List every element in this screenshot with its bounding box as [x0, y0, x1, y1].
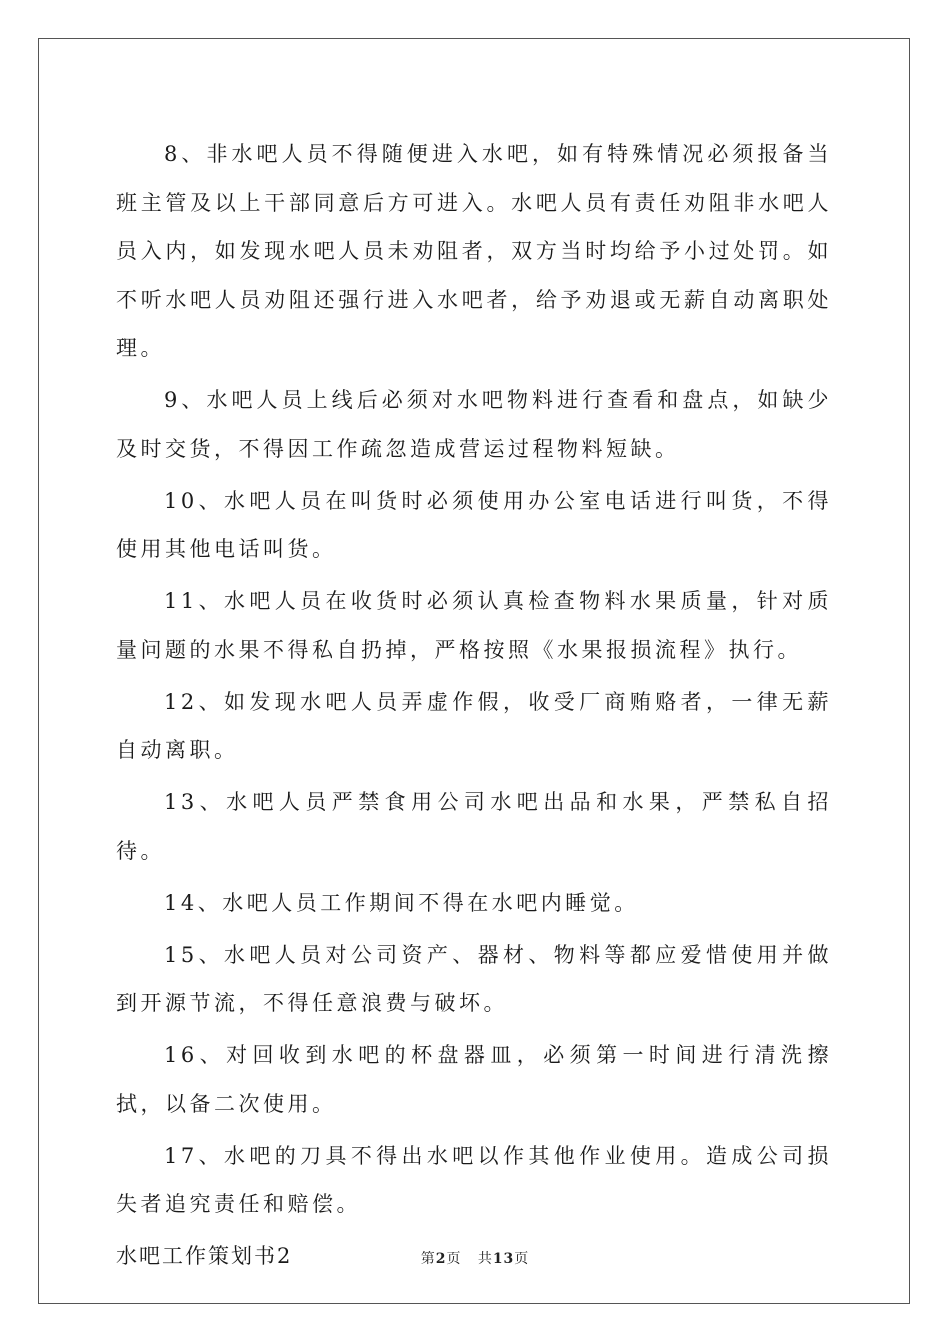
section-heading: 水吧工作策划书2 [116, 1244, 293, 1268]
document-body [116, 130, 832, 1281]
paragraph-item-16: 16、对回收到水吧的杯盘器皿，必须第一时间进行清洗擦拭，以备二次使用。 [116, 1043, 832, 1116]
paragraph-item-15: 15、水吧人员对公司资产、器材、物料等都应爱惜使用并做到开源节流，不得任意浪费与破坏。 [116, 942, 832, 1015]
footer-total-number: 13 [492, 1251, 515, 1267]
footer-page-suffix: 页 [446, 1251, 462, 1267]
paragraph-item-13: 13、水吧人员严禁食用公司水吧出品和水果，严禁私自招待。 [116, 790, 832, 863]
footer-page-prefix: 第 [420, 1251, 436, 1267]
paragraph-item-17: 17、水吧的刀具不得出水吧以作其他作业使用。造成公司损失者追究责任和赔偿。 [116, 1143, 832, 1216]
paragraph-item-11: 11、水吧人员在收货时必须认真检查物料水果质量，针对质量问题的水果不得私自扔掉，严格按照《水果报损流程》执行。 [116, 589, 832, 662]
footer-page-number: 2 [435, 1251, 447, 1267]
paragraph-item-9: 9、水吧人员上线后必须对水吧物料进行查看和盘点，如缺少及时交货，不得因工作疏忽造成营运过程物料短缺。 [116, 388, 832, 461]
page-footer [0, 1248, 950, 1268]
paragraph-item-14: 14、水吧人员工作期间不得在水吧内睡觉。 [164, 890, 639, 915]
paragraph-item-10: 10、水吧人员在叫货时必须使用办公室电话进行叫货，不得使用其他电话叫货。 [116, 488, 832, 561]
paragraph-item-12: 12、如发现水吧人员弄虚作假，收受厂商贿赂者，一律无薪自动离职。 [116, 689, 832, 762]
paragraph-item-8: 8、非水吧人员不得随便进入水吧，如有特殊情况必须报备当班主管及以上干部同意后方可进入。水吧人员有责任劝阻非水吧人员入内，如发现水吧人员未劝阻者，双方当时均给予小过处罚。如不听水吧人员劝阻还强行进入水吧者，给予劝退或无薪自动离职处理。 [116, 142, 832, 360]
footer-total-suffix: 页 [514, 1251, 530, 1267]
footer-total-prefix: 共 [477, 1251, 493, 1267]
